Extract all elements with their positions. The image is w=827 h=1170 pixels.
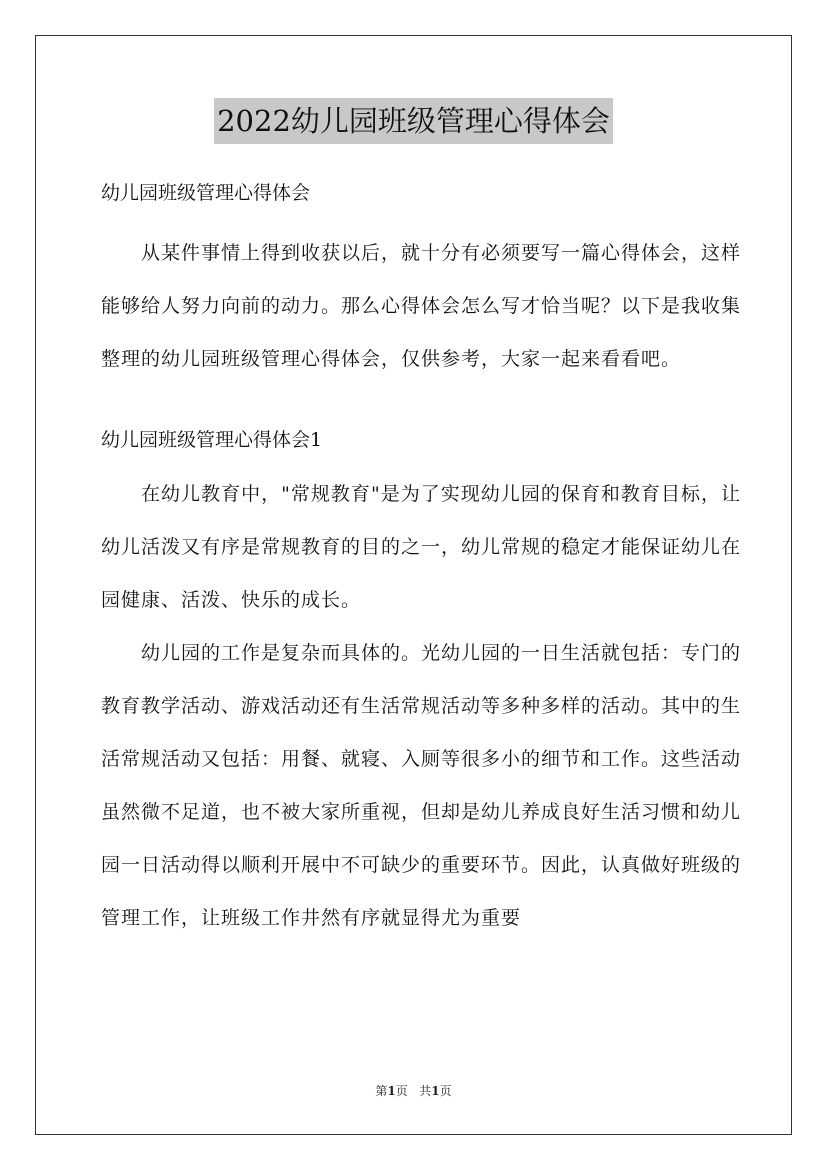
document-subtitle: 幼儿园班级管理心得体会 <box>101 182 311 204</box>
title-container <box>0 98 827 144</box>
footer-page-suffix: 页 <box>439 1084 452 1098</box>
body-paragraph-2: 幼儿园的工作是复杂而具体的。光幼儿园的一日生活就包括：专门的教育教学活动、游戏活动还有生活常规活动等多种多样的活动。其中的生活常规活动又包括：用餐、就寝、入厕等很多小的细节和工作。这些活动虽然微不足道，也不被大家所重视，但却是幼儿养成良好生活习惯和幼儿园一日活动得以顺利开展中不可缺少的重要环节。因此，认真做好班级的管理工作，让班级工作井然有序就显得尤为重要 <box>101 642 742 929</box>
page-footer <box>0 1082 827 1100</box>
footer-page-current: 1 <box>387 1084 396 1098</box>
section-heading: 幼儿园班级管理心得体会1 <box>101 429 323 451</box>
intro-paragraph: 从某件事情上得到收获以后，就十分有必须要写一篇心得体会，这样能够给人努力向前的动力。那么心得体会怎么写才恰当呢？以下是我收集整理的幼儿园班级管理心得体会，仅供参考，大家一起来看看吧。 <box>101 242 742 370</box>
footer-page-mid: 页 共 <box>395 1084 432 1098</box>
document-title: 2022幼儿园班级管理心得体会 <box>214 98 613 144</box>
footer-page-total: 1 <box>431 1084 440 1098</box>
footer-page-prefix: 第 <box>375 1084 388 1098</box>
document-body <box>101 175 741 945</box>
body-paragraph-1: 在幼儿教育中，"常规教育"是为了实现幼儿园的保育和教育目标，让幼儿活泼又有序是常规教育的目的之一，幼儿常规的稳定才能保证幼儿在园健康、活泼、快乐的成长。 <box>101 483 742 611</box>
